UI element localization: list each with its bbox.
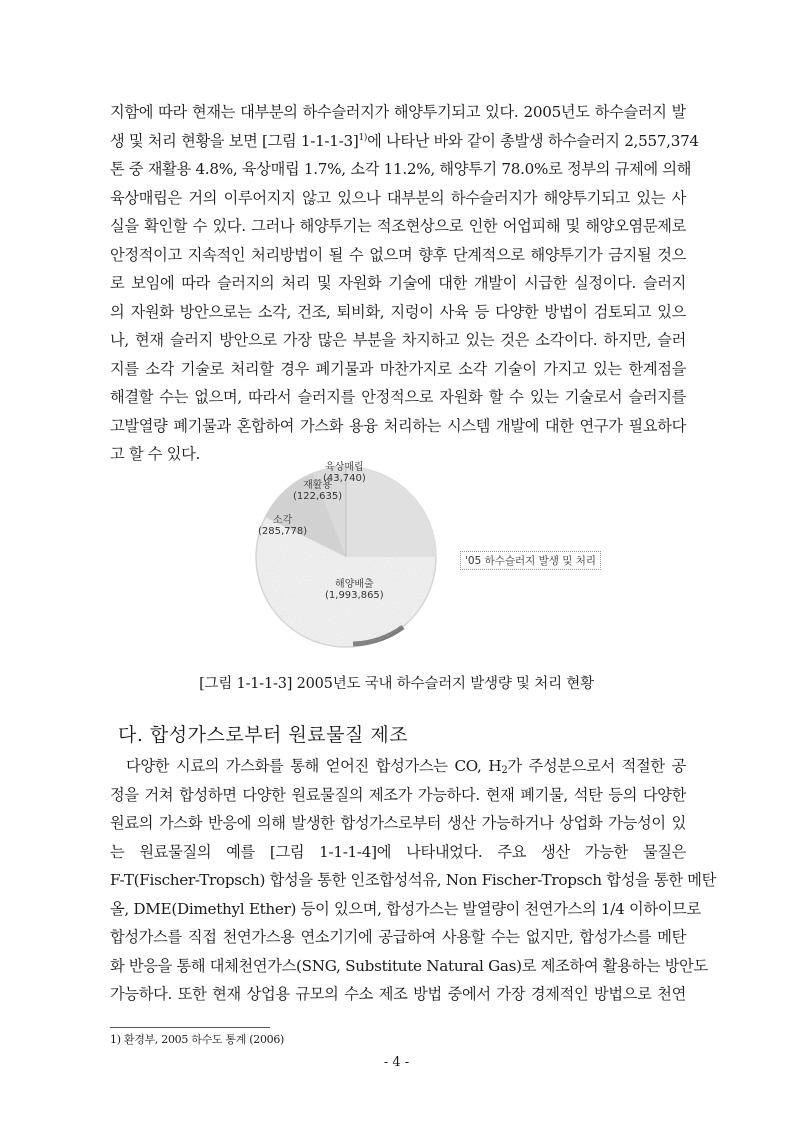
slice-name: 재활용 [303, 480, 333, 491]
text-line: 의 자원화 방안으로는 소각, 건조, 퇴비화, 지렁이 사육 등 다양한 방법이 검토되고 있으 [110, 302, 686, 321]
text-line: 지함에 따라 현재는 대부분의 하수슬러지가 해양투기되고 있다. 2005년도 하수슬러지 발 [110, 103, 686, 121]
body-paragraph-2 [110, 752, 716, 1009]
text-span: 다양한 시료의 가스화를 통해 얻어진 합성가스는 CO, H [126, 757, 502, 775]
chart-legend: '05 하수슬러지 발생 및 처리 [460, 551, 601, 570]
text-line: 고발열량 폐기물과 혼합하여 가스화 용융 처리하는 시스템 개발에 대한 연구가 필요하다 [110, 416, 686, 435]
pie-chart-figure [250, 452, 610, 652]
text-line: 안정적이고 지속적인 처리방법이 될 수 없으며 향후 단계적으로 해양투기가 금지될 것으 [110, 245, 686, 264]
page-number: - 4 - [383, 1055, 410, 1070]
pie-chart-graphic [253, 462, 443, 652]
slice-label-recycle [293, 480, 342, 502]
slice-name: 육상매립 [325, 462, 364, 473]
text-span: 생 및 처리 현황을 보면 [그림 1-1-1-3] [110, 131, 359, 150]
footnote: 1) 환경부, 2005 하수도 통계 (2006) [110, 1033, 285, 1046]
text-line: 해결할 수는 없으며, 따라서 슬러지를 안정적으로 자원화 할 수 있는 기술로서 슬러지를 [110, 388, 686, 406]
text-line: 화 반응을 통해 대체천연가스(SNG, Substitute Natural Gas)로 제조하여 활용하는 방안도 [110, 956, 708, 975]
section-heading: 다. 합성가스로부터 원료물질 제조 [118, 724, 409, 746]
text-span: 가 주성분으로서 적절한 공 [507, 757, 686, 775]
text-line: 지를 소각 기술로 처리할 경우 폐기물과 마찬가지로 소각 기술이 가지고 있는 한계점을 [110, 359, 686, 378]
text-line: 톤 중 재활용 4.8%, 육상매립 1.7%, 소각 11.2%, 해양투기 78.0%로 정부의 규제에 의해 [110, 160, 692, 178]
slice-label-incineration [258, 515, 307, 537]
pie-chart [253, 462, 443, 652]
text-line: F-T(Fischer-Tropsch) 합성을 통한 인조합성석유, Non Fischer-Tropsch 합성을 통한 메탄 [110, 871, 716, 889]
text-line: 원료의 가스화 반응에 의해 발생한 합성가스로부터 생산 가능하거나 상업화 가능성이 있 [110, 814, 686, 832]
text-line: 고 할 수 있다. [110, 445, 200, 463]
text-line: 정을 거쳐 합성하면 다양한 원료물질의 제조가 가능하다. 현재 폐기물, 석탄 등의 다양한 [110, 785, 686, 804]
text-line: 육상매립은 거의 이루어지지 않고 있으나 대부분의 하수슬러지가 해양투기되고 있는 사 [110, 188, 686, 207]
text-line: 나, 현재 슬러지 방안으로 가장 많은 부분을 차지하고 있는 것은 소각이다. 하지만, 슬러 [110, 331, 686, 349]
slice-name: 해양배출 [335, 579, 374, 590]
slice-label-ocean [325, 579, 384, 601]
slice-name: 소각 [272, 515, 293, 526]
text-line [110, 127, 699, 156]
text-span: 에 나타난 바와 같이 총발생 하수슬러지 2,557,374 [367, 131, 699, 150]
text-line: 는 원료물질의 예를 [그림 1-1-1-4]에 나타내었다. 주요 생산 가능한 물질은 [110, 842, 686, 861]
slice-value: (285,778) [258, 526, 308, 537]
text-line: 가능하다. 또한 현재 상업용 규모의 수소 제조 방법 중에서 가장 경제적인 방법으로 천연 [110, 985, 686, 1003]
figure-caption: [그림 1-1-1-3] 2005년도 국내 하수슬러지 발생량 및 처리 현황 [199, 676, 594, 692]
footnote-divider [110, 1027, 270, 1028]
text-line: 로 보임에 따라 슬러지의 처리 및 자원화 기술에 대한 개발이 시급한 실정이다. 슬러지 [110, 274, 686, 292]
text-line [110, 752, 686, 781]
slice-value: (122,635) [293, 491, 343, 502]
text-line: 실을 확인할 수 있다. 그러나 해양투기는 적조현상으로 인한 어업피해 및 해양오염문제로 [110, 217, 686, 235]
slice-value: (43,740) [323, 473, 366, 484]
text-line: 올, DME(Dimethyl Ether) 등이 있으며, 합성가스는 발열량이 천연가스의 1/4 이하이므로 [110, 899, 701, 918]
slice-value: (1,993,865) [325, 590, 384, 601]
text-line: 합성가스를 직접 천연가스용 연소기기에 공급하여 사용할 수는 없지만, 합성가스를 메탄 [110, 928, 686, 946]
body-paragraph-1 [110, 98, 699, 469]
footnote-ref[interactable]: 1) [358, 132, 368, 143]
subscript: 2 [501, 765, 508, 776]
